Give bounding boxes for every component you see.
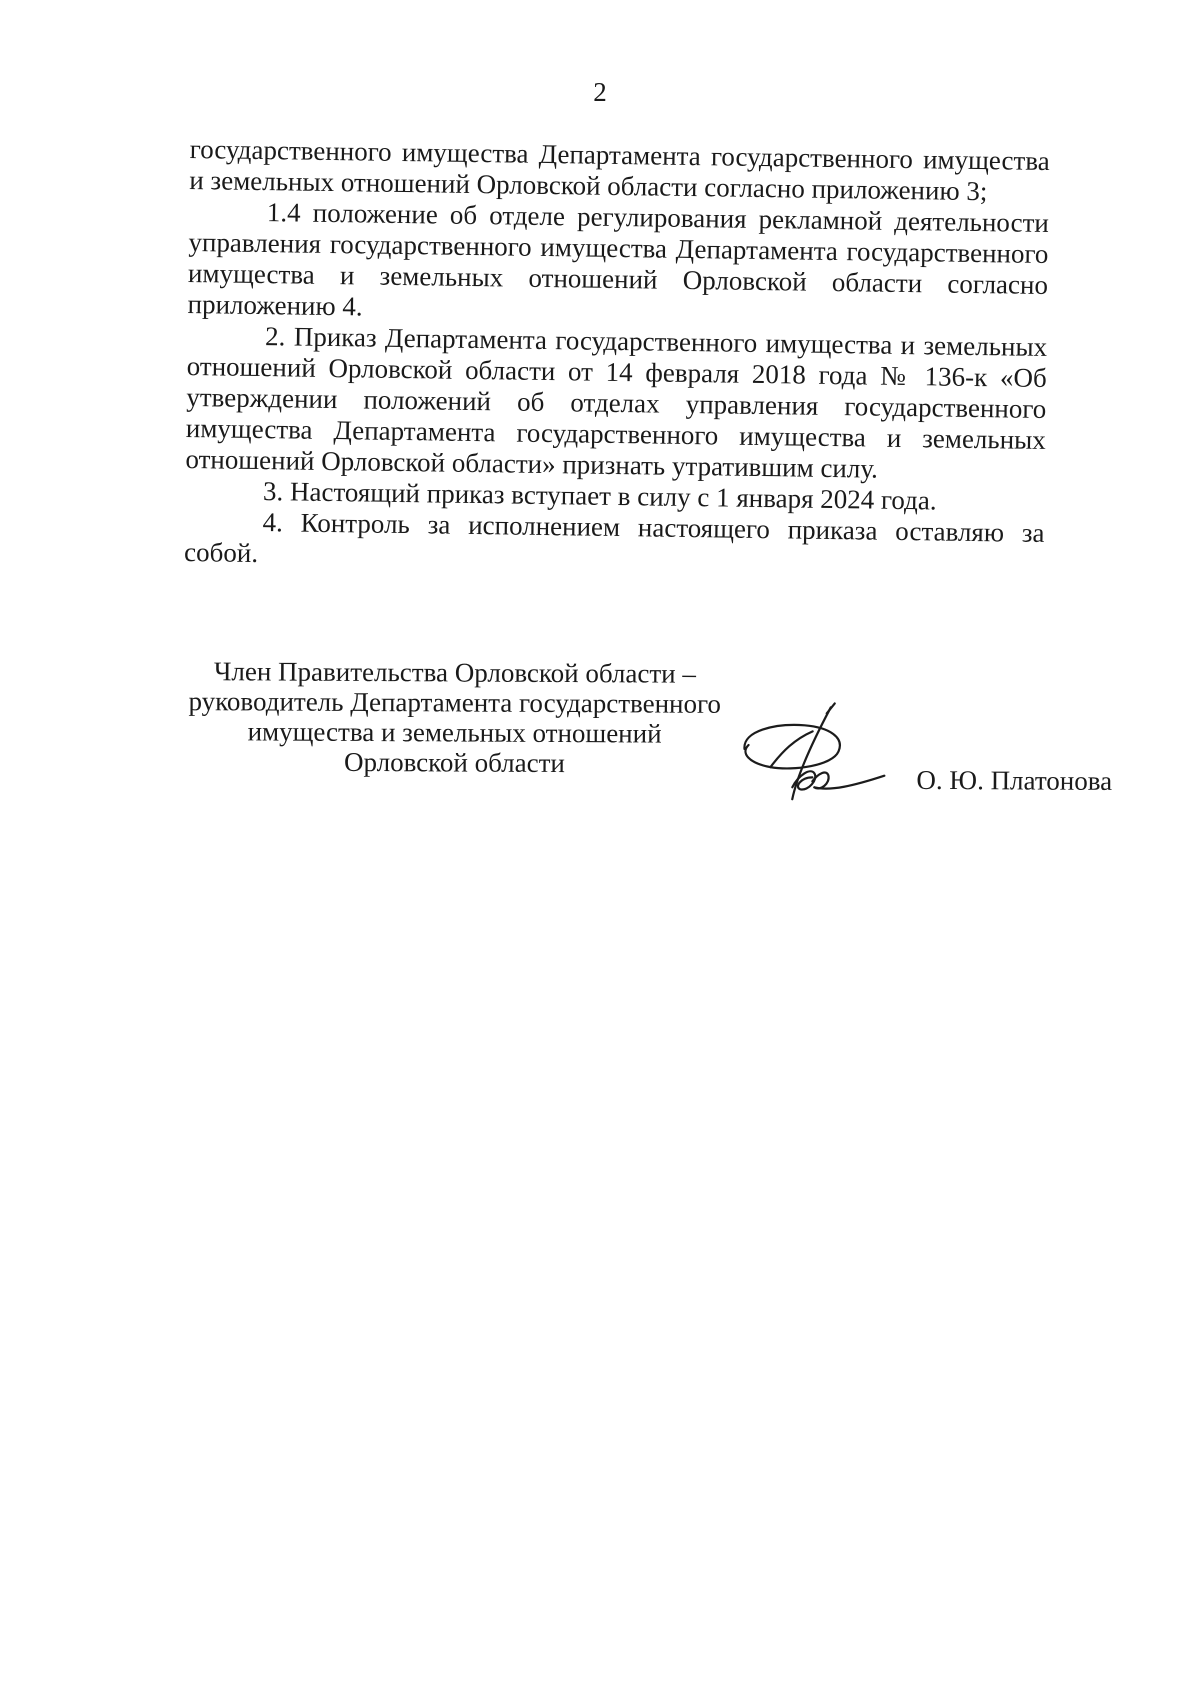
signer-title-line: Член Правительства Орловской области – xyxy=(213,656,696,689)
handwritten-signature xyxy=(734,701,895,812)
page-number: 2 xyxy=(593,77,607,107)
paragraph-continuation: государственного имущества Департамента государственного имущества и земельных отношений Орловской области согласно приложению 3; xyxy=(189,134,1050,207)
signature-block xyxy=(174,656,1155,821)
paragraph-item-3: 3. Настоящий приказ вступает в силу с 1 января 2024 года. xyxy=(262,476,937,516)
paragraph-item-2: 2. Приказ Департамента государственного имущества и земельных отношений Орловской области от 14 февраля 2018 года № 136-к «Об утверждении положений об отделах управления государственного имущества Департамента государственного имущества и земельных отношений Орловской области» признать утратившим силу. xyxy=(185,321,1048,484)
paragraph-item-1-4: 1.4 положение об отделе регулирования рекламной деятельности управления государственного имущества Департамента государственного имущества и земельных отношений Орловской области согласно приложению 4. xyxy=(187,197,1050,322)
signer-title xyxy=(174,656,735,779)
signer-title-line: Орловской области xyxy=(343,746,565,779)
signer-title-line: имущества и земельных отношений xyxy=(247,716,662,749)
signer-name: О. Ю. Платонова xyxy=(916,764,1113,796)
document-body xyxy=(184,134,1050,580)
paragraph-item-4: 4. Контроль за исполнением настоящего приказа оставляю за собой. xyxy=(183,507,1045,568)
signer-title-line: руководитель Департамента государственного xyxy=(188,686,722,719)
